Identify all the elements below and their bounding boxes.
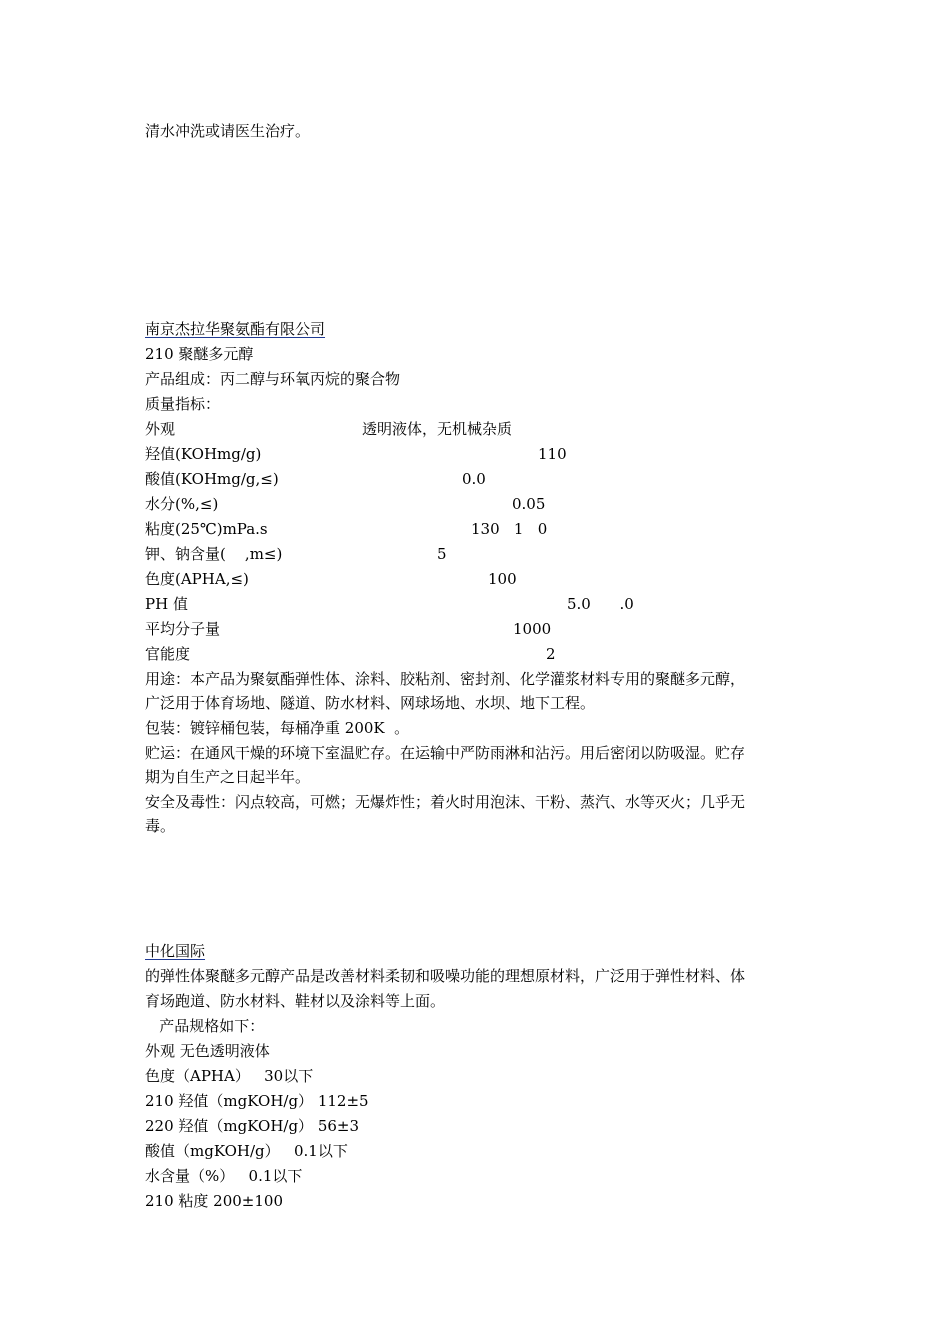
spec-line: 210 粘度 200±100 xyxy=(145,1192,283,1210)
spec-label: 平均分子量 xyxy=(145,620,221,638)
spec-label: PH 值 xyxy=(145,595,188,613)
spec-value: 透明液体，无机械杂质 xyxy=(362,420,513,438)
spec-value: 1000 xyxy=(513,620,552,638)
safety-line-2: 毒。 xyxy=(145,817,176,835)
product-name: 210 聚醚多元醇 xyxy=(145,345,254,363)
spec-label: 外观 xyxy=(145,420,176,438)
description-line-2: 育场跑道、防水材料、鞋材以及涂料等上面。 xyxy=(145,992,446,1010)
storage-line-1: 贮运：在通风干燥的环境下室温贮存。在运输中严防雨淋和沾污。用后密闭以防吸湿。贮存 xyxy=(145,744,746,762)
spec-value: 110 xyxy=(538,445,567,463)
company-heading-2[interactable]: 中化国际 xyxy=(145,942,206,960)
spec-line: 酸值（mgKOH/g） 0.1以下 xyxy=(145,1142,348,1160)
spec-label: 酸值(KOHmg/g,≤) xyxy=(145,470,279,488)
spec-line: 水含量（%） 0.1以下 xyxy=(145,1167,303,1185)
spec-value: 130 1 0 xyxy=(471,520,548,538)
spec-label: 钾、钠含量( ,m≤) xyxy=(145,545,283,563)
quality-heading: 质量指标： xyxy=(145,395,221,413)
spec-label: 色度(APHA,≤) xyxy=(145,570,249,588)
storage-line-2: 期为自生产之日起半年。 xyxy=(145,768,311,786)
spec-value: 0.0 xyxy=(462,470,486,488)
usage-line-2: 广泛用于体育场地、隧道、防水材料、网球场地、水坝、地下工程。 xyxy=(145,694,596,712)
spec-value: 2 xyxy=(546,645,556,663)
spec-label: 水分(%,≤) xyxy=(145,495,219,513)
description-line-1: 的弹性体聚醚多元醇产品是改善材料柔韧和吸噪功能的理想原材料，广泛用于弹性材料、体 xyxy=(145,967,746,985)
spec-label: 官能度 xyxy=(145,645,191,663)
product-composition: 产品组成：丙二醇与环氧丙烷的聚合物 xyxy=(145,370,401,388)
company-heading-1[interactable]: 南京杰拉华聚氨酯有限公司 xyxy=(145,320,326,338)
spec-line: 210 羟值（mgKOH/g） 112±5 xyxy=(145,1092,369,1110)
packaging-line: 包装：镀锌桶包装，每桶净重 200K 。 xyxy=(145,719,410,737)
spec-label: 羟值(KOHmg/g) xyxy=(145,445,262,463)
spec-line: 220 羟值（mgKOH/g） 56±3 xyxy=(145,1117,360,1135)
intro-line: 清水冲洗或请医生治疗。 xyxy=(145,122,311,140)
spec-heading: 产品规格如下： xyxy=(145,1017,265,1035)
spec-label: 粘度(25℃)mPa.s xyxy=(145,520,268,538)
spec-value: 5 xyxy=(437,545,447,563)
spec-value: 5.0 .0 xyxy=(567,595,634,613)
safety-line-1: 安全及毒性：闪点较高，可燃；无爆炸性；着火时用泡沫、干粉、蒸汽、水等灭火；几乎无 xyxy=(145,793,746,811)
usage-line-1: 用途：本产品为聚氨酯弹性体、涂料、胶粘剂、密封剂、化学灌浆材料专用的聚醚多元醇， xyxy=(145,670,746,688)
spec-value: 0.05 xyxy=(512,495,546,513)
spec-line: 外观 无色透明液体 xyxy=(145,1042,270,1060)
spec-value: 100 xyxy=(488,570,517,588)
spec-line: 色度（APHA） 30以下 xyxy=(145,1067,314,1085)
